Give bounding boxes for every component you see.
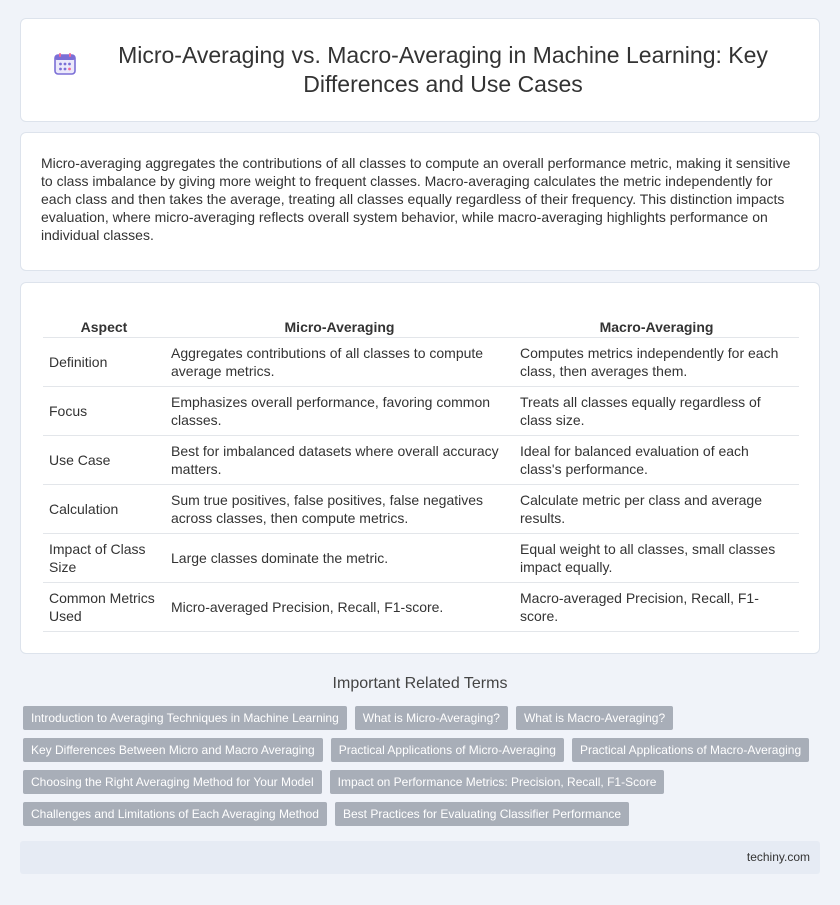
- related-term-tag[interactable]: What is Macro-Averaging?: [516, 706, 673, 730]
- aspect-cell: Calculation: [43, 484, 165, 533]
- related-term-tag[interactable]: Choosing the Right Averaging Method for Your Model: [23, 770, 322, 794]
- table-row: [43, 435, 799, 484]
- related-term-tag[interactable]: What is Micro-Averaging?: [355, 706, 508, 730]
- related-term-tag[interactable]: Impact on Performance Metrics: Precision, Recall, F1-Score: [330, 770, 665, 794]
- micro-cell: Emphasizes overall performance, favoring common classes.: [165, 386, 514, 435]
- micro-cell: Large classes dominate the metric.: [165, 533, 514, 582]
- related-terms-title: Important Related Terms: [332, 675, 508, 692]
- micro-cell: Micro-averaged Precision, Recall, F1-score.: [165, 582, 514, 631]
- tag-row: [23, 706, 823, 730]
- micro-cell: Best for imbalanced datasets where overall accuracy matters.: [165, 435, 514, 484]
- table-row: [43, 386, 799, 435]
- title-card: [20, 18, 820, 122]
- tag-row: [23, 770, 823, 794]
- macro-cell: Treats all classes equally regardless of class size.: [514, 386, 799, 435]
- table-row: [43, 337, 799, 386]
- aspect-cell: Focus: [43, 386, 165, 435]
- intro-paragraph: Micro-averaging aggregates the contributions of all classes to compute an overall performance metric, making it sensitive to class imbalance by giving more weight to frequent classes. Macro-averaging calculates the metric independently for each class and then takes the average, treating all classes equally regardless of their frequency. This distinction impacts evaluation, where micro-averaging reflects overall system behavior, while macro-averaging highlights performance on individual classes.: [41, 155, 791, 243]
- table-row: [43, 582, 799, 631]
- table-row: [43, 533, 799, 582]
- calendar-grid-icon: [52, 51, 78, 77]
- related-term-tag[interactable]: Key Differences Between Micro and Macro Averaging: [23, 738, 323, 762]
- micro-cell: Sum true positives, false positives, false negatives across classes, then compute metrics.: [165, 484, 514, 533]
- header-aspect: Aspect: [43, 315, 165, 337]
- intro-card: [20, 132, 820, 271]
- related-term-tag[interactable]: Practical Applications of Macro-Averaging: [572, 738, 809, 762]
- comparison-table-card: [20, 282, 820, 654]
- footer-site-link[interactable]: techiny.com: [746, 850, 810, 864]
- related-term-tag[interactable]: Best Practices for Evaluating Classifier Performance: [335, 802, 629, 826]
- macro-cell: Equal weight to all classes, small classes impact equally.: [514, 533, 799, 582]
- macro-cell: Ideal for balanced evaluation of each class's performance.: [514, 435, 799, 484]
- comparison-table: [43, 315, 799, 632]
- related-term-tag[interactable]: Challenges and Limitations of Each Averaging Method: [23, 802, 327, 826]
- tag-row: [23, 738, 823, 762]
- aspect-cell: Common Metrics Used: [43, 582, 165, 631]
- related-terms-tags: [23, 706, 823, 834]
- tag-row: [23, 802, 823, 826]
- aspect-cell: Definition: [43, 337, 165, 386]
- table-row: [43, 484, 799, 533]
- macro-cell: Macro-averaged Precision, Recall, F1-score.: [514, 582, 799, 631]
- header-macro: Macro-Averaging: [514, 315, 799, 337]
- aspect-cell: Impact of Class Size: [43, 533, 165, 582]
- table-header-row: [43, 315, 799, 337]
- macro-cell: Computes metrics independently for each class, then averages them.: [514, 337, 799, 386]
- related-term-tag[interactable]: Introduction to Averaging Techniques in Machine Learning: [23, 706, 347, 730]
- page-title: Micro-Averaging vs. Macro-Averaging in Machine Learning: Key Differences and Use Cases: [118, 42, 768, 97]
- header-micro: Micro-Averaging: [165, 315, 514, 337]
- related-term-tag[interactable]: Practical Applications of Micro-Averaging: [331, 738, 564, 762]
- footer: [20, 841, 820, 874]
- macro-cell: Calculate metric per class and average results.: [514, 484, 799, 533]
- aspect-cell: Use Case: [43, 435, 165, 484]
- micro-cell: Aggregates contributions of all classes to compute average metrics.: [165, 337, 514, 386]
